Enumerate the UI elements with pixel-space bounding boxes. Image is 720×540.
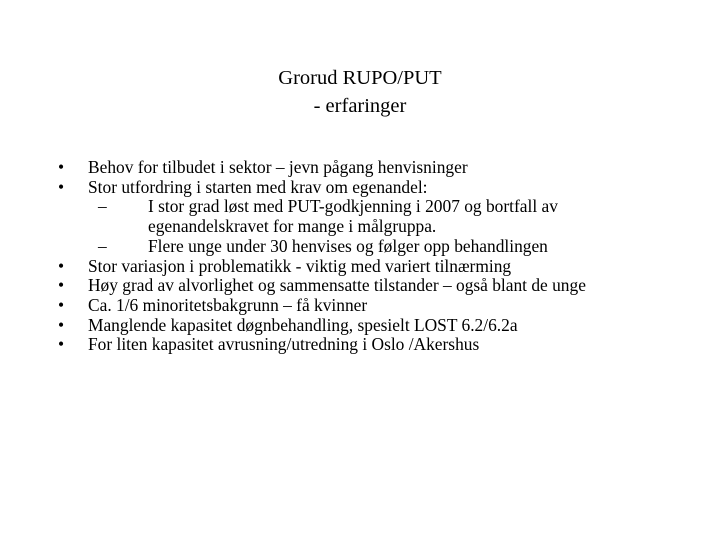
slide-title-line-2: - erfaringer xyxy=(313,95,407,117)
list-item xyxy=(58,178,658,198)
bullet-marker: • xyxy=(58,176,65,197)
bullet-marker: • xyxy=(58,314,65,335)
bullet-list xyxy=(58,158,658,355)
list-item xyxy=(58,158,658,178)
sub-list-item xyxy=(88,237,658,257)
list-item-text: Ca. 1/6 minoritetsbakgrunn – få kvinner xyxy=(88,294,368,315)
bullet-marker: • xyxy=(58,157,65,177)
list-item-text: Manglende kapasitet døgnbehandling, spesielt LOST 6.2/6.2a xyxy=(88,314,518,335)
bullet-marker: • xyxy=(58,294,65,315)
bullet-marker: • xyxy=(58,255,65,276)
list-item-text: Behov for tilbudet i sektor – jevn pågang henvisninger xyxy=(88,157,468,177)
sub-list-item-text: Flere unge under 30 henvises og følger opp behandlingen xyxy=(148,235,548,256)
list-item-text: Stor utfordring i starten med krav om egenandel: xyxy=(88,176,428,197)
bullet-marker: • xyxy=(58,275,65,296)
list-item xyxy=(58,276,658,296)
slide-title xyxy=(0,64,720,120)
slide-title-line-1: Grorud RUPO/PUT xyxy=(278,67,442,89)
list-item xyxy=(58,335,658,355)
sub-bullet-marker: – xyxy=(98,196,107,217)
list-item xyxy=(58,316,658,336)
list-item xyxy=(58,296,658,316)
list-item-text: Høy grad av alvorlighet og sammensatte tilstander – også blant de unge xyxy=(88,275,586,296)
bullet-marker: • xyxy=(58,334,65,355)
sub-list-item xyxy=(88,197,658,236)
list-item xyxy=(58,257,658,277)
list-item-text: Stor variasjon i problematikk - viktig med variert tilnærming xyxy=(88,255,512,276)
sub-bullet-marker: – xyxy=(98,235,107,256)
list-item-text: For liten kapasitet avrusning/utredning i Oslo /Akershus xyxy=(88,334,480,355)
sub-list-item-text: I stor grad løst med PUT-godkjenning i 2007 og bortfall av egenandelskravet for mange i målgruppa. xyxy=(148,196,558,237)
